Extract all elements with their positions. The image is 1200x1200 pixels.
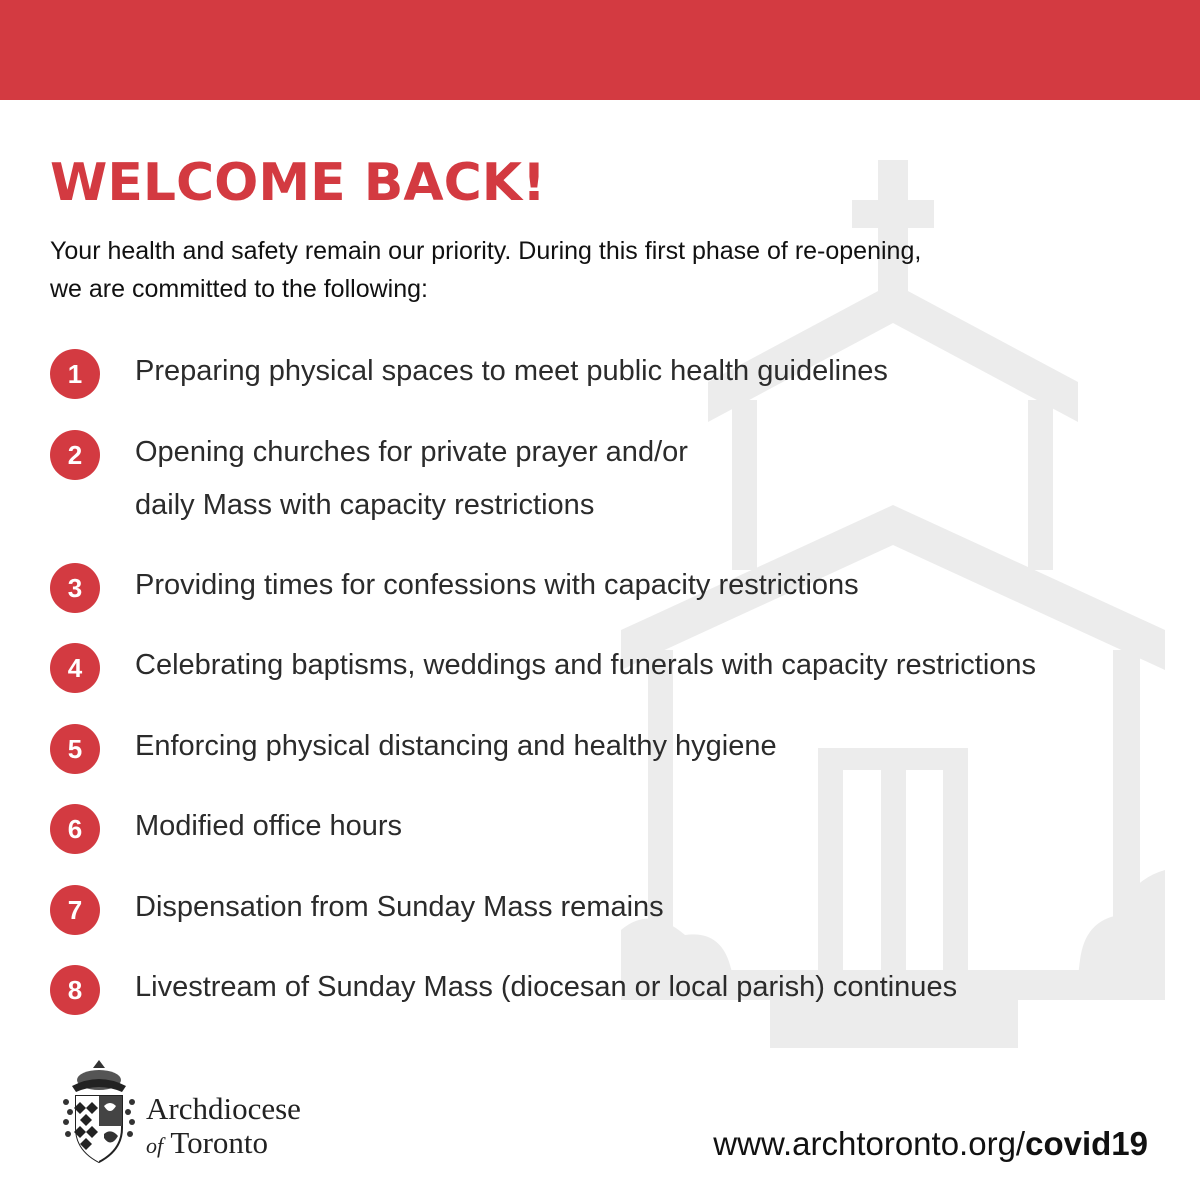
number-badge: 8 bbox=[50, 965, 100, 1015]
number-badge: 2 bbox=[50, 430, 100, 480]
logo-line-1: Archdiocese bbox=[146, 1091, 301, 1126]
list-item-text bbox=[135, 961, 1170, 1014]
coat-of-arms-icon bbox=[60, 1058, 138, 1166]
number-badge: 4 bbox=[50, 643, 100, 693]
list-item-text bbox=[135, 881, 1170, 934]
url-prefix: www.archtoronto.org/ bbox=[713, 1125, 1026, 1162]
number-badge: 7 bbox=[50, 885, 100, 935]
list-item-line: Modified office hours bbox=[135, 810, 403, 842]
url-suffix: covid19 bbox=[1025, 1125, 1148, 1162]
list-item-text bbox=[135, 720, 1170, 773]
list-item-text bbox=[135, 639, 1170, 692]
list-item-line: Opening churches for private prayer and/or bbox=[135, 436, 688, 468]
logo-text bbox=[146, 1092, 301, 1163]
list-item-text bbox=[135, 426, 1170, 532]
list-item-line: Dispensation from Sunday Mass remains bbox=[135, 891, 664, 923]
logo-toronto: Toronto bbox=[170, 1125, 269, 1160]
list-item-line: Celebrating baptisms, weddings and funerals with capacity restrictions bbox=[135, 649, 1037, 681]
intro-line-2: we are committed to the following: bbox=[50, 275, 428, 303]
archdiocese-logo bbox=[60, 1058, 340, 1168]
list-item-line: Livestream of Sunday Mass (diocesan or local parish) continues bbox=[135, 971, 958, 1003]
list-item-line: Providing times for confessions with capacity restrictions bbox=[135, 569, 859, 601]
list-item-text bbox=[135, 345, 1170, 398]
list-item-text bbox=[135, 559, 1170, 612]
logo-line-2 bbox=[146, 1126, 301, 1163]
website-link[interactable] bbox=[713, 1122, 1148, 1166]
number-badge: 3 bbox=[50, 563, 100, 613]
number-badge: 5 bbox=[50, 724, 100, 774]
number-badge: 1 bbox=[50, 349, 100, 399]
logo-of: of bbox=[146, 1133, 164, 1158]
list-item-line: Preparing physical spaces to meet public health guidelines bbox=[135, 355, 888, 387]
list-item-line: Enforcing physical distancing and healthy hygiene bbox=[135, 730, 777, 762]
page-title: WELCOME BACK! bbox=[50, 153, 546, 213]
list-item-line: daily Mass with capacity restrictions bbox=[135, 489, 595, 521]
number-badge: 6 bbox=[50, 804, 100, 854]
list-item-text bbox=[135, 800, 1170, 853]
intro-line-1: Your health and safety remain our priority. During this first phase of re-opening, bbox=[50, 237, 922, 265]
